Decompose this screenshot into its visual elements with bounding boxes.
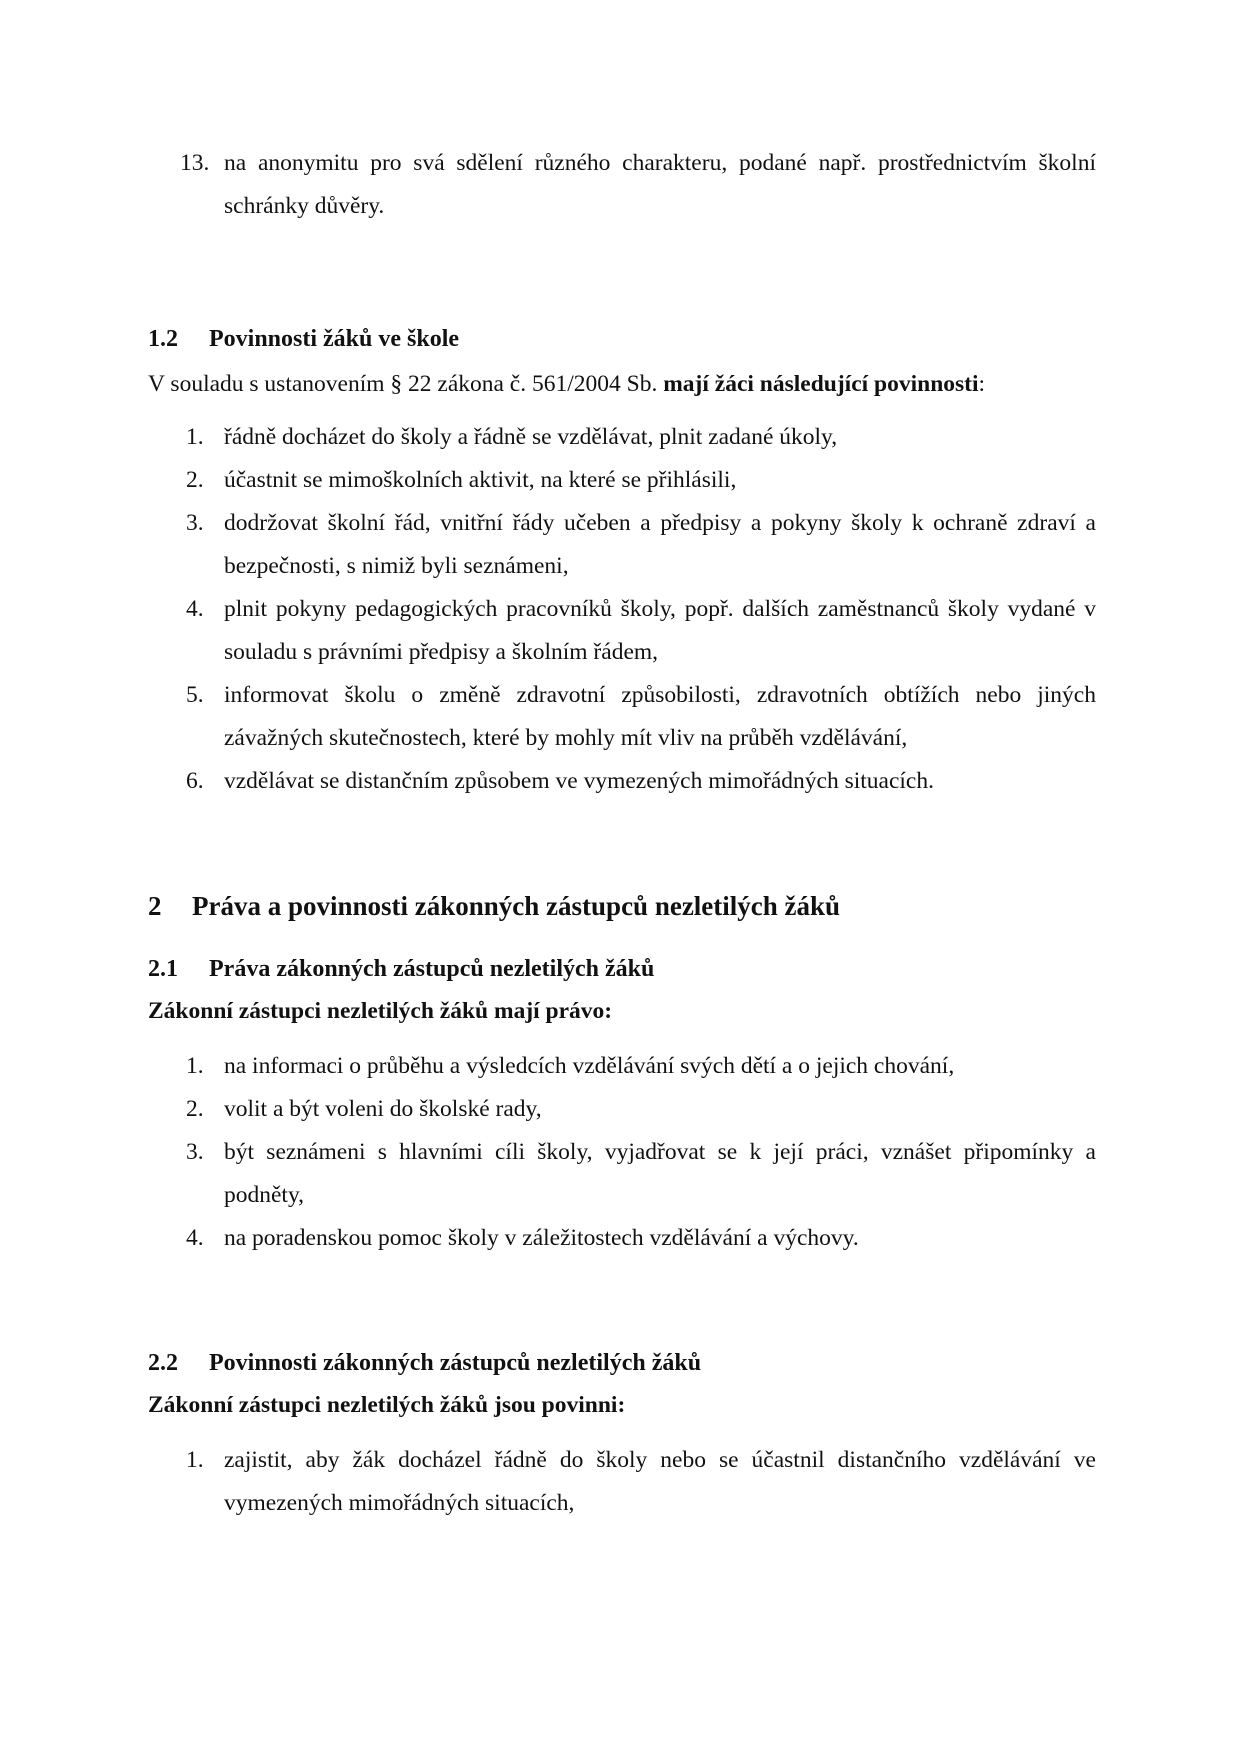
list-item (186, 588, 1096, 674)
intro-colon: : (978, 371, 986, 397)
section-title: Práva a povinnosti zákonných zástupců nezletilých žáků (192, 891, 841, 921)
section-number: 2.2 (148, 1350, 178, 1376)
list-item-number: 6. (186, 768, 204, 794)
list-item-text: na poradenskou pomoc školy v záležitostech vzdělávání a výchovy. (224, 1225, 859, 1251)
section-heading-1-2 (148, 322, 459, 356)
list-item-text: informovat školu o změně zdravotní způsobilosti, zdravotních obtížích nebo jiných závažných skutečnostech, které by mohly mít vliv na průběh vzdělávání, (224, 682, 1096, 751)
list-item-number: 13. (180, 150, 210, 176)
list-item (186, 459, 1096, 502)
list-item-number: 4. (186, 1225, 204, 1251)
list-item-number: 1. (186, 424, 204, 450)
list-item-text: na anonymitu pro svá sdělení různého charakteru, podané např. prostřednictvím školní schránky důvěry. (224, 150, 1096, 219)
list-item (186, 1088, 1096, 1131)
list-item (186, 1045, 1096, 1088)
section-title: Povinnosti zákonných zástupců nezletilých žáků (209, 1350, 702, 1376)
list-item-text: volit a být voleni do školské rady, (224, 1096, 542, 1122)
list-item (186, 674, 1096, 760)
section-intro (148, 363, 1096, 406)
list-item-number: 3. (186, 510, 204, 536)
section-heading-2 (148, 888, 840, 924)
list-item-text: řádně docházet do školy a řádně se vzdělávat, plnit zadané úkoly, (224, 424, 838, 450)
list-item-text: vzdělávat se distančním způsobem ve vymezených mimořádných situacích. (224, 768, 934, 794)
list-item-text: na informaci o průběhu a výsledcích vzdělávání svých dětí a o jejich chování, (224, 1053, 955, 1079)
intro-text: V souladu s ustanovením § 22 zákona č. 561/2004 Sb. (148, 371, 664, 397)
section-intro: Zákonní zástupci nezletilých žáků jsou povinni: (148, 1392, 626, 1418)
list-item (180, 142, 1096, 228)
list-item-number: 1. (186, 1053, 204, 1079)
intro-bold-text: mají žáci následující povinnosti (663, 371, 979, 397)
section-number: 1.2 (148, 326, 178, 352)
list-item-number: 3. (186, 1139, 204, 1165)
section-number: 2.1 (148, 956, 178, 982)
list-item-text: být seznámeni s hlavními cíli školy, vyjadřovat se k její práci, vznášet připomínky a podněty, (224, 1139, 1096, 1208)
section-heading-2-2 (148, 1346, 701, 1380)
list-item (186, 1131, 1096, 1217)
section-title: Práva zákonných zástupců nezletilých žáků (209, 956, 655, 982)
list-item-text: zajistit, aby žák docházel řádně do školy nebo se účastnil distančního vzdělávání ve vymezených mimořádných situacích, (224, 1447, 1096, 1516)
list-item-text: účastnit se mimoškolních aktivit, na které se přihlásili, (224, 467, 737, 493)
list-item-number: 2. (186, 467, 204, 493)
section-heading-2-1 (148, 952, 654, 986)
list-item (186, 416, 1096, 459)
list-item-number: 1. (186, 1447, 204, 1473)
section-number: 2 (148, 891, 162, 921)
list-item (186, 502, 1096, 588)
list-item-number: 5. (186, 682, 204, 708)
section-intro: Zákonní zástupci nezletilých žáků mají právo: (148, 998, 613, 1024)
section-title: Povinnosti žáků ve škole (209, 326, 460, 352)
list-item (186, 1439, 1096, 1525)
list-item (186, 1217, 1096, 1260)
list-item-text: plnit pokyny pedagogických pracovníků školy, popř. dalších zaměstnanců školy vydané v souladu s právními předpisy a školním řádem, (224, 596, 1096, 665)
list-item-number: 2. (186, 1096, 204, 1122)
list-item (186, 760, 1096, 803)
list-item-number: 4. (186, 596, 204, 622)
list-item-text: dodržovat školní řád, vnitřní řády učeben a předpisy a pokyny školy k ochraně zdraví a bezpečnosti, s nimiž byli seznámeni, (224, 510, 1096, 579)
